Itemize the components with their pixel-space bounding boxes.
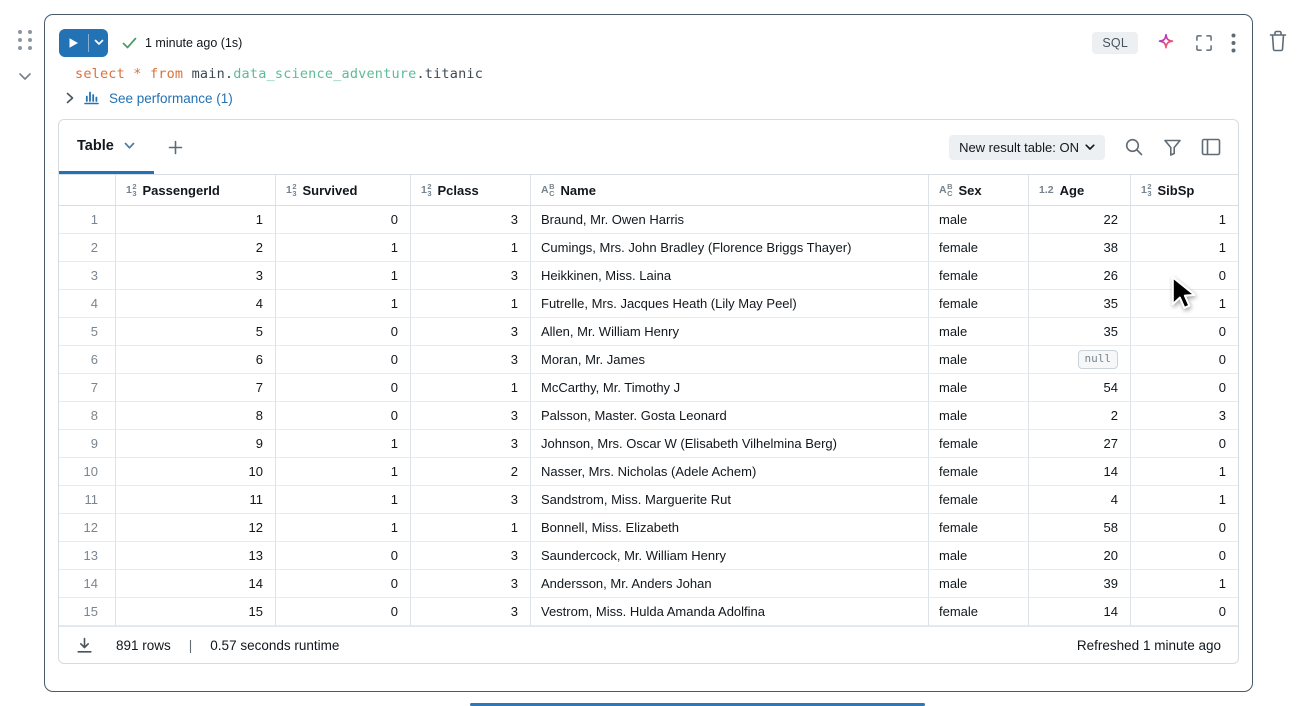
cell-SibSp: 1 — [1131, 234, 1238, 262]
table-row — [59, 598, 1238, 626]
cell-Pclass: 3 — [411, 206, 531, 234]
sql-token: . — [224, 66, 234, 82]
cell-PassengerId: 3 — [116, 262, 276, 290]
cell-Age: 4 — [1029, 486, 1131, 514]
cell-Sex: female — [929, 514, 1029, 542]
results-panel — [58, 119, 1239, 664]
row-number-cell: 13 — [59, 542, 116, 570]
cell-Name: Andersson, Mr. Anders Johan — [531, 570, 929, 598]
tab-table-label: Table — [77, 137, 114, 154]
table-row — [59, 206, 1238, 234]
table-row — [59, 262, 1238, 290]
cell-SibSp: 1 — [1131, 486, 1238, 514]
table-row — [59, 402, 1238, 430]
run-play-icon[interactable] — [59, 29, 88, 57]
cell-Survived: 1 — [276, 514, 411, 542]
cell-Age: 22 — [1029, 206, 1131, 234]
cell-toolbar-right — [1092, 32, 1236, 54]
column-header-label: Sex — [958, 182, 982, 198]
search-results-icon[interactable] — [1124, 137, 1144, 157]
cell-Age: 35 — [1029, 290, 1131, 318]
new-result-table-label: New result table: ON — [959, 139, 1079, 155]
results-table — [59, 175, 1238, 626]
results-header-actions — [949, 135, 1238, 160]
assistant-sparkle-icon[interactable] — [1155, 32, 1177, 54]
table-row — [59, 514, 1238, 542]
cell-Survived: 1 — [276, 458, 411, 486]
cell-Name: Allen, Mr. William Henry — [531, 318, 929, 346]
cell-SibSp: 1 — [1131, 290, 1238, 318]
cell-PassengerId: 2 — [116, 234, 276, 262]
cell-Name: Nasser, Mrs. Nicholas (Adele Achem) — [531, 458, 929, 486]
expand-performance-chevron-icon[interactable] — [66, 92, 74, 104]
cell-SibSp: 0 — [1131, 374, 1238, 402]
cell-Name: Bonnell, Miss. Elizabeth — [531, 514, 929, 542]
table-row — [59, 458, 1238, 486]
tab-options-chevron-icon[interactable] — [124, 142, 135, 150]
cell-Sex: male — [929, 374, 1029, 402]
cell-Pclass: 3 — [411, 318, 531, 346]
cell-Pclass: 2 — [411, 458, 531, 486]
cell-PassengerId: 15 — [116, 598, 276, 626]
cell-Survived: 0 — [276, 318, 411, 346]
cell-Pclass: 1 — [411, 514, 531, 542]
add-visualization-plus-icon[interactable] — [168, 140, 183, 155]
row-number-cell: 9 — [59, 430, 116, 458]
performance-row — [66, 90, 1236, 106]
cell-Name: Futrelle, Mrs. Jacques Heath (Lily May Peel) — [531, 290, 929, 318]
drag-handle-icon[interactable] — [18, 30, 33, 50]
cell-Sex: female — [929, 486, 1029, 514]
table-row — [59, 234, 1238, 262]
sql-code-editor[interactable] — [75, 66, 1236, 82]
cell-PassengerId: 12 — [116, 514, 276, 542]
results-footer — [59, 626, 1238, 663]
row-number-cell: 4 — [59, 290, 116, 318]
row-number-cell: 12 — [59, 514, 116, 542]
int-type-icon: 1 2 3 — [1141, 182, 1152, 198]
cell-SibSp: 0 — [1131, 318, 1238, 346]
column-header-label: SibSp — [1157, 182, 1195, 198]
table-row — [59, 430, 1238, 458]
cell-Age: 38 — [1029, 234, 1131, 262]
cell-toolbar — [45, 15, 1252, 57]
cell-Pclass: 3 — [411, 262, 531, 290]
cell-PassengerId: 11 — [116, 486, 276, 514]
string-type-icon: A B C — [939, 182, 953, 198]
cell-SibSp: 1 — [1131, 206, 1238, 234]
row-number-cell: 1 — [59, 206, 116, 234]
sql-token: * — [133, 66, 142, 82]
new-result-table-dropdown[interactable] — [949, 135, 1105, 160]
row-number-cell: 8 — [59, 402, 116, 430]
cell-Age: 39 — [1029, 570, 1131, 598]
column-header-label: PassengerId — [142, 182, 220, 198]
cell-Name: Braund, Mr. Owen Harris — [531, 206, 929, 234]
cell-Sex: male — [929, 206, 1029, 234]
cell-Survived: 1 — [276, 234, 411, 262]
cell-Age: 35 — [1029, 318, 1131, 346]
cell-Age — [1029, 346, 1131, 374]
cell-Survived: 0 — [276, 374, 411, 402]
float-type-icon: 1.2 — [1039, 183, 1054, 196]
cell-Survived: 1 — [276, 290, 411, 318]
header-corner-cell — [59, 175, 116, 206]
row-number-cell: 7 — [59, 374, 116, 402]
delete-cell-trash-icon[interactable] — [1266, 28, 1290, 54]
cell-PassengerId: 14 — [116, 570, 276, 598]
see-performance-link[interactable]: See performance (1) — [109, 90, 233, 106]
cell-Name: Saundercock, Mr. William Henry — [531, 542, 929, 570]
cell-Sex: male — [929, 570, 1029, 598]
cell-Survived: 0 — [276, 206, 411, 234]
cell-Survived: 0 — [276, 542, 411, 570]
cell-Age: 14 — [1029, 458, 1131, 486]
column-header-SibSp[interactable] — [1131, 175, 1238, 206]
cell-Name: Sandstrom, Miss. Marguerite Rut — [531, 486, 929, 514]
row-number-cell: 6 — [59, 346, 116, 374]
cell-Age: 2 — [1029, 402, 1131, 430]
cell-SibSp: 1 — [1131, 570, 1238, 598]
cell-Pclass: 3 — [411, 486, 531, 514]
row-number-cell: 15 — [59, 598, 116, 626]
cell-Sex: female — [929, 234, 1029, 262]
cell-Sex: male — [929, 542, 1029, 570]
table-row — [59, 346, 1238, 374]
cell-Pclass: 3 — [411, 346, 531, 374]
string-type-icon: A B C — [541, 182, 555, 198]
cell-Sex: female — [929, 262, 1029, 290]
column-header-Age[interactable] — [1029, 175, 1131, 206]
cell-gutter-left — [12, 30, 38, 81]
column-header-label: Age — [1059, 182, 1085, 198]
cell-gutter-right — [1266, 28, 1290, 54]
sql-token: select — [75, 66, 125, 82]
sql-token — [142, 66, 150, 82]
cell-Age: 26 — [1029, 262, 1131, 290]
column-header-Pclass[interactable] — [411, 175, 531, 206]
cell-Pclass: 1 — [411, 234, 531, 262]
run-options-chevron-icon[interactable] — [89, 29, 108, 57]
table-row — [59, 570, 1238, 598]
collapse-cell-chevron-icon[interactable] — [18, 72, 32, 81]
cell-Survived: 1 — [276, 262, 411, 290]
cell-Age: 20 — [1029, 542, 1131, 570]
cell-SibSp: 1 — [1131, 458, 1238, 486]
cell-Pclass: 3 — [411, 598, 531, 626]
int-type-icon: 1 2 3 — [126, 182, 137, 198]
cell-PassengerId: 13 — [116, 542, 276, 570]
cell-Name: Johnson, Mrs. Oscar W (Elisabeth Vilhelmina Berg) — [531, 430, 929, 458]
cell-PassengerId: 10 — [116, 458, 276, 486]
cell-Survived: 0 — [276, 598, 411, 626]
row-number-cell: 10 — [59, 458, 116, 486]
cell-PassengerId: 5 — [116, 318, 276, 346]
column-header-Name[interactable] — [531, 175, 929, 206]
row-number-cell: 3 — [59, 262, 116, 290]
table-row — [59, 318, 1238, 346]
sql-token: from — [149, 66, 184, 82]
cell-Name: Heikkinen, Miss. Laina — [531, 262, 929, 290]
cell-Sex: female — [929, 458, 1029, 486]
row-number-cell: 14 — [59, 570, 116, 598]
column-header-PassengerId[interactable] — [116, 175, 276, 206]
cell-Age: 14 — [1029, 598, 1131, 626]
cell-PassengerId: 6 — [116, 346, 276, 374]
cell-Age: 27 — [1029, 430, 1131, 458]
notebook-cell — [44, 14, 1253, 692]
cell-Age: 58 — [1029, 514, 1131, 542]
filter-funnel-icon[interactable] — [1163, 138, 1182, 157]
cell-Survived: 0 — [276, 402, 411, 430]
cell-SibSp: 0 — [1131, 542, 1238, 570]
row-count: 891 rows — [116, 637, 171, 653]
dropdown-chevron-icon — [1085, 144, 1095, 151]
sql-token: . — [416, 66, 425, 82]
cell-PassengerId: 4 — [116, 290, 276, 318]
cell-Pclass: 3 — [411, 430, 531, 458]
row-number-cell: 5 — [59, 318, 116, 346]
language-badge[interactable]: SQL — [1092, 32, 1138, 54]
expand-fullscreen-icon[interactable] — [1194, 33, 1214, 53]
cell-PassengerId: 9 — [116, 430, 276, 458]
int-type-icon: 1 2 3 — [286, 182, 297, 198]
cell-SibSp: 0 — [1131, 430, 1238, 458]
column-header-label: Pclass — [437, 182, 479, 198]
cell-Pclass: 3 — [411, 570, 531, 598]
column-header-Survived[interactable] — [276, 175, 411, 206]
cell-Name: Moran, Mr. James — [531, 346, 929, 374]
table-row — [59, 486, 1238, 514]
kebab-menu-icon[interactable] — [1231, 33, 1236, 53]
table-row — [59, 290, 1238, 318]
tab-table[interactable] — [59, 120, 154, 174]
cell-Survived: 1 — [276, 430, 411, 458]
cell-Survived: 1 — [276, 486, 411, 514]
runtime: 0.57 seconds runtime — [210, 637, 340, 653]
performance-chart-icon — [83, 90, 100, 106]
sql-token — [183, 66, 191, 82]
sql-token: data_science_adventure — [233, 66, 417, 82]
int-type-icon: 1 2 3 — [421, 182, 432, 198]
table-row — [59, 542, 1238, 570]
row-number-cell: 2 — [59, 234, 116, 262]
results-header — [59, 120, 1238, 175]
cell-Pclass: 3 — [411, 542, 531, 570]
download-results-icon[interactable] — [76, 637, 93, 654]
cell-SibSp: 0 — [1131, 598, 1238, 626]
cell-Name: Cumings, Mrs. John Bradley (Florence Briggs Thayer) — [531, 234, 929, 262]
cell-SibSp: 0 — [1131, 262, 1238, 290]
sql-token: main — [191, 66, 225, 82]
cell-SibSp: 0 — [1131, 346, 1238, 374]
cell-Name: Vestrom, Miss. Hulda Amanda Adolfina — [531, 598, 929, 626]
cell-PassengerId: 7 — [116, 374, 276, 402]
last-run-time: 1 minute ago (1s) — [145, 35, 243, 50]
sql-token: titanic — [424, 66, 484, 82]
cell-PassengerId: 8 — [116, 402, 276, 430]
cell-Sex: female — [929, 598, 1029, 626]
refreshed-label: Refreshed 1 minute ago — [1076, 637, 1221, 653]
cell-Name: McCarthy, Mr. Timothy J — [531, 374, 929, 402]
cell-Name: Palsson, Master. Gosta Leonard — [531, 402, 929, 430]
cell-SibSp: 0 — [1131, 514, 1238, 542]
cell-Sex: female — [929, 290, 1029, 318]
column-header-label: Name — [560, 182, 596, 198]
cell-Survived: 0 — [276, 570, 411, 598]
run-button — [59, 29, 108, 57]
table-row — [59, 374, 1238, 402]
cell-Sex: male — [929, 318, 1029, 346]
cell-Survived: 0 — [276, 346, 411, 374]
cell-Pclass: 1 — [411, 374, 531, 402]
cell-Pclass: 1 — [411, 290, 531, 318]
footer-separator: | — [188, 637, 193, 653]
table-header-row — [59, 175, 1238, 206]
cell-Pclass: 3 — [411, 402, 531, 430]
cell-PassengerId: 1 — [116, 206, 276, 234]
row-number-cell: 11 — [59, 486, 116, 514]
cell-Sex: male — [929, 346, 1029, 374]
null-value-badge: null — [1078, 350, 1119, 369]
cell-Sex: male — [929, 402, 1029, 430]
success-check-icon — [122, 37, 137, 49]
cell-Sex: female — [929, 430, 1029, 458]
cell-Age: 54 — [1029, 374, 1131, 402]
column-header-label: Survived — [302, 182, 358, 198]
cell-SibSp: 3 — [1131, 402, 1238, 430]
column-header-Sex[interactable] — [929, 175, 1029, 206]
side-panel-icon[interactable] — [1201, 138, 1221, 156]
run-status — [122, 36, 242, 50]
